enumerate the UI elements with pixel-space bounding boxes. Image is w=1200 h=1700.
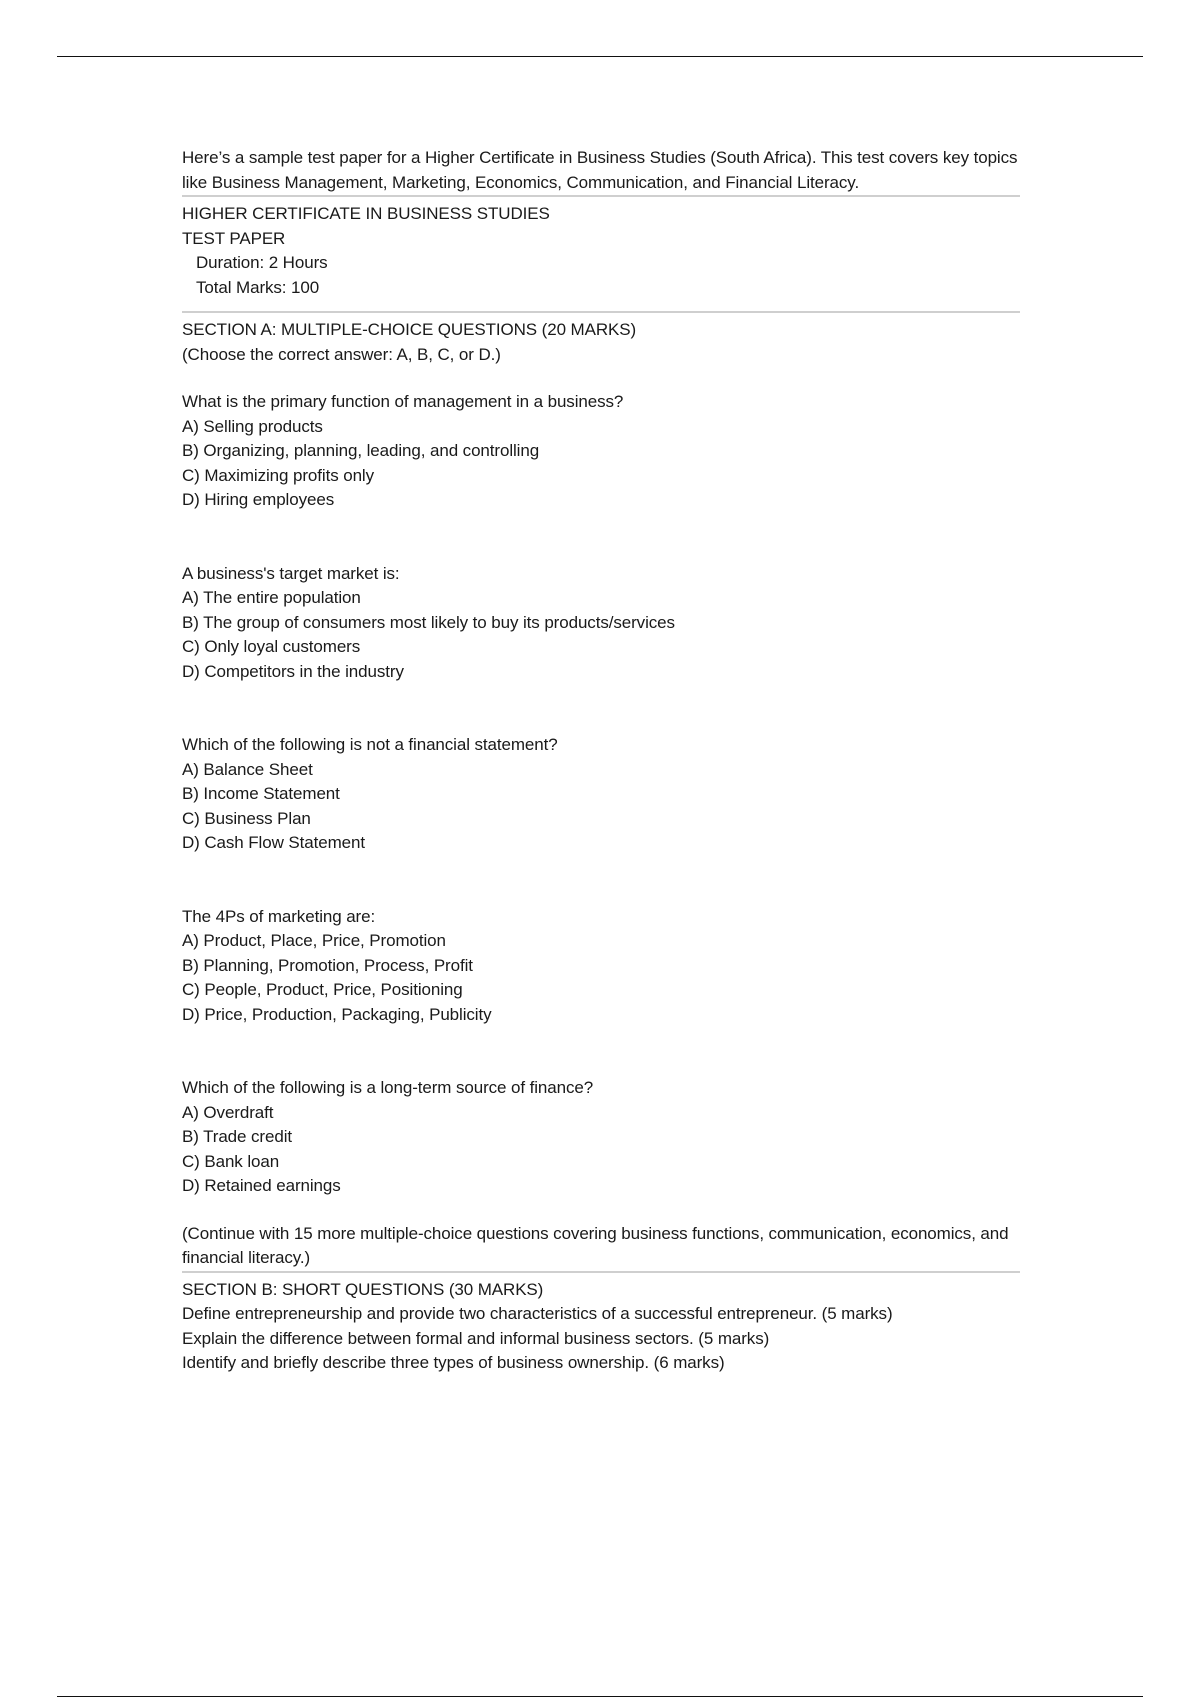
- option-b: B) Organizing, planning, leading, and controlling: [182, 441, 540, 460]
- option-d: D) Price, Production, Packaging, Publicity: [182, 1004, 492, 1024]
- option-c: C) People, Product, Price, Positioning: [182, 980, 463, 999]
- option-b: B) The group of consumers most likely to buy its products/services: [182, 612, 675, 632]
- header-divider: [182, 195, 1020, 197]
- short-question-2: Explain the difference between formal and informal business sectors. (5 marks): [182, 1328, 770, 1348]
- option-d: D) Cash Flow Statement: [182, 833, 365, 852]
- paper-subtitle: TEST PAPER: [182, 228, 286, 248]
- continue-note: (Continue with 15 more multiple-choice questions covering business functions, communication, economics, and financial literacy.): [182, 1223, 1009, 1267]
- option-c: C) Maximizing profits only: [182, 465, 375, 485]
- section-b-title: SECTION B: SHORT QUESTIONS (30 MARKS): [182, 1279, 544, 1299]
- section-a-heading: [182, 318, 1022, 367]
- option-b: B) Income Statement: [182, 784, 340, 803]
- option-a: A) The entire population: [182, 588, 361, 607]
- option-c: C) Business Plan: [182, 808, 311, 828]
- section-a-divider: [182, 311, 1020, 313]
- short-question-1: Define entrepreneurship and provide two characteristics of a successful entrepreneur. (5 marks): [182, 1304, 893, 1323]
- option-d: D) Retained earnings: [182, 1176, 341, 1195]
- question-text: The 4Ps of marketing are:: [182, 906, 376, 926]
- option-c: C) Bank loan: [182, 1151, 280, 1171]
- option-b: B) Planning, Promotion, Process, Profit: [182, 955, 473, 975]
- mcq-question-5: [182, 1076, 1022, 1199]
- question-text: Which of the following is not a financial statement?: [182, 735, 558, 754]
- page-bottom-rule: [57, 1696, 1143, 1697]
- option-b: B) Trade credit: [182, 1127, 292, 1146]
- option-d: D) Hiring employees: [182, 490, 335, 509]
- page-top-rule: [57, 56, 1143, 57]
- question-text: Which of the following is a long-term source of finance?: [182, 1078, 594, 1097]
- option-a: A) Selling products: [182, 416, 323, 436]
- paper-duration: Duration: 2 Hours: [196, 253, 328, 272]
- paper-header: [182, 202, 1022, 300]
- paper-title: HIGHER CERTIFICATE IN BUSINESS STUDIES: [182, 204, 550, 223]
- document-body: [182, 146, 1022, 1376]
- mcq-question-3: [182, 733, 1022, 856]
- intro-paragraph: Here’s a sample test paper for a Higher Certificate in Business Studies (South Africa). This test covers key topics like Business Management, Marketing, Economics, Communication, and Financial Literacy.: [182, 148, 1018, 192]
- question-text: What is the primary function of management in a business?: [182, 392, 624, 411]
- option-a: A) Balance Sheet: [182, 759, 313, 779]
- mcq-question-4: [182, 905, 1022, 1028]
- section-a-instruction: (Choose the correct answer: A, B, C, or D.): [182, 344, 501, 364]
- section-a-title: SECTION A: MULTIPLE-CHOICE QUESTIONS (20 MARKS): [182, 320, 637, 339]
- option-a: A) Overdraft: [182, 1102, 274, 1122]
- option-d: D) Competitors in the industry: [182, 661, 404, 681]
- option-c: C) Only loyal customers: [182, 637, 361, 656]
- mcq-question-2: [182, 562, 1022, 685]
- short-question-3: Identify and briefly describe three types of business ownership. (6 marks): [182, 1353, 725, 1372]
- question-text: A business's target market is:: [182, 563, 400, 583]
- section-b-divider: [182, 1271, 1020, 1273]
- mcq-question-1: [182, 390, 1022, 513]
- option-a: A) Product, Place, Price, Promotion: [182, 931, 446, 950]
- paper-total-marks: Total Marks: 100: [196, 277, 320, 297]
